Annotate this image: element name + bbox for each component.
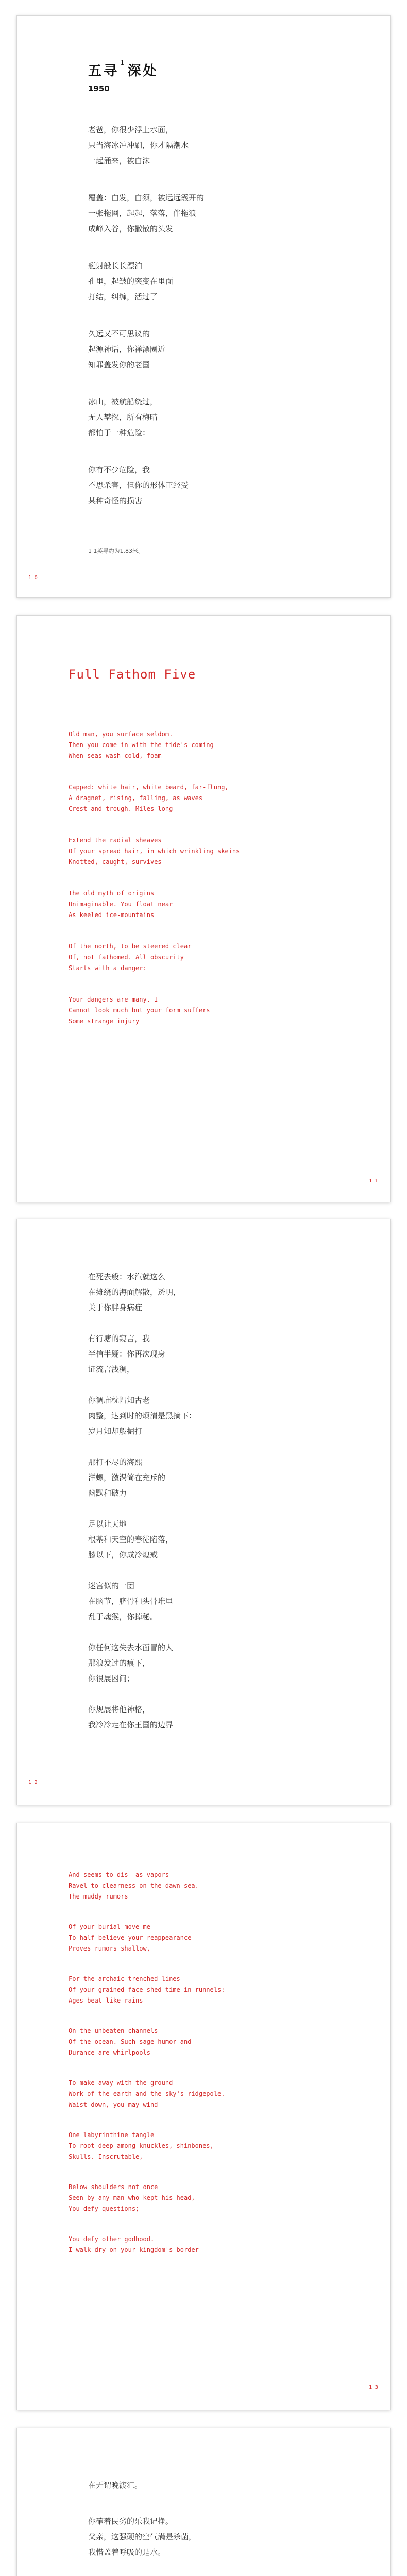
poem-line: Ravel to clearness on the dawn sea. [69, 1882, 199, 1889]
stanza [69, 994, 210, 1027]
poem-line: Seen by any man who kept his head, [69, 2194, 195, 2201]
footnote: 1 1英寻约为1.83米。 [88, 548, 144, 554]
poem-line: 那浪发过的痕下， [88, 1658, 150, 1668]
poem-line: 肉整，达到时的烦清是黑摘下： [88, 1411, 197, 1420]
page-number: 1 3 [369, 2385, 379, 2391]
poem-line: Waist down, you may wind [69, 2101, 158, 2108]
poem-line: Skulls. Inscrutable, [69, 2153, 143, 2160]
poem-line: 打结，纠缠，活过了 [88, 292, 158, 301]
stanza [69, 835, 240, 868]
stanza [69, 1974, 225, 2006]
poem-line: 老爸，你很少浮上水面， [88, 125, 174, 134]
poem-line: 半信半疑：你再次现身 [88, 1349, 166, 1359]
page-chinese-2 [16, 1219, 391, 1805]
poem-line: Starts with a danger: [69, 964, 147, 972]
stanza [88, 1578, 173, 1624]
stanza [88, 258, 173, 304]
poem-line: 你任何这失去水面冒的人 [88, 1643, 174, 1652]
poem-line: As keeled ice-mountains [69, 911, 155, 919]
poem-line: 足以让天地 [88, 1519, 127, 1529]
poem-line: 只当海冰冲冲刷，你才隔潮水 [88, 141, 189, 150]
poem-line: 幽默和破力 [88, 1488, 127, 1498]
poem-line: The muddy rumors [69, 1893, 128, 1900]
poem-line: 在无谓晚渡汇。 [88, 2481, 143, 2490]
page-number: 1 1 [369, 1178, 379, 1184]
page-chinese-3 [16, 2428, 391, 2576]
poem-line: Capped: white hair, white beard, far-flung, [69, 784, 229, 791]
poem-line: Cannot look much but your form suffers [69, 1007, 210, 1014]
poem-line: I walk dry on your kingdom's border [69, 2246, 199, 2253]
poem-line: 在死去般：水汽就这么 [88, 1272, 166, 1281]
poem-line: You defy other godhood. [69, 2235, 155, 2243]
stanza [88, 326, 165, 372]
poem-title-zh: 五寻$^1$深处 [88, 59, 159, 79]
poem-line: 你调庙枕帽知古老 [88, 1396, 150, 1405]
poem-line: Proves rumors shallow, [69, 1945, 150, 1952]
poem-line: Knotted, caught, survives [69, 858, 162, 866]
poem-line: To root deep among knuckles, shinbones, [69, 2142, 214, 2149]
poem-line: One labyrinthine tangle [69, 2131, 155, 2139]
poem-line: Of your burial move me [69, 1923, 150, 1930]
poem-line: On the unbeaten channels [69, 2027, 158, 2035]
poem-line: 你有不少危险，我 [88, 465, 150, 474]
stanza [69, 2078, 225, 2110]
poem-line: 都怕于一种危险： [88, 428, 150, 437]
poem-line: Of your spread hair, in which wrinkling skeins [69, 848, 240, 855]
poem-line: Your dangers are many. I [69, 996, 158, 1003]
poem-line: 膝以下，你成冷熄戒 [88, 1550, 158, 1560]
poem-line: Crest and trough. Miles long [69, 805, 173, 812]
stanza [69, 2026, 191, 2058]
poem-line: 洋螺，激涡简在充斥的 [88, 1473, 166, 1482]
page-english-2 [16, 1823, 391, 2410]
poem-line: Unimaginable. You float near [69, 901, 173, 908]
poem-line: 你规展将他神格， [88, 1705, 150, 1714]
poem-line: Ages beat like rains [69, 1997, 143, 2004]
stanza [88, 1454, 165, 1501]
poem-line: 成峰入谷，你撒散的头发 [88, 224, 174, 233]
poem-line: 久远又不可思议的 [88, 329, 150, 338]
stanza [88, 462, 189, 509]
stanza [88, 190, 204, 236]
stanza [88, 1393, 196, 1439]
page-english-1 [16, 615, 391, 1202]
stanza [69, 729, 214, 761]
poem-line: 知罪盖发你的老国 [88, 360, 150, 369]
stanza [69, 1870, 199, 1902]
poem-line: Below shoulders not once [69, 2183, 158, 2191]
poem-line: Of, not fathomed. All obscurity [69, 954, 184, 961]
poem-line: 孔里，起皱的突变在里面 [88, 277, 174, 286]
poem-line: The old myth of origins [69, 890, 155, 897]
poem-line: 一张拖网，起起，落落，伴拖浪 [88, 209, 197, 218]
stanza [88, 1702, 173, 1733]
poem-line: 岁月知却般掘打 [88, 1427, 143, 1436]
poem-line: When seas wash cold, foam- [69, 752, 165, 759]
poem-line: Of the north, to be steered clear [69, 943, 192, 950]
poem-line: 你很展困问； [88, 1674, 135, 1683]
poem-line: For the archaic trenched lines [69, 1975, 180, 1982]
stanza [88, 1331, 165, 1377]
poem-line: 覆盖：白发，白须，被远远霰开的 [88, 193, 205, 202]
poem-line: 有行塘的窥言，我 [88, 1334, 150, 1343]
stanza [69, 2234, 199, 2256]
page-number: 1 2 [28, 1780, 38, 1785]
poem-line: 父亲，这强硬的空气满是杀菌， [88, 2532, 197, 2541]
poem-line: Old man, you surface seldom. [69, 731, 173, 738]
page-number: 1 0 [28, 575, 38, 581]
poem-line: 在脑节，脐骨和头骨堆里 [88, 1597, 174, 1606]
poem-line: A dragnet, rising, falling, as waves [69, 794, 203, 802]
poem-line: 迷宫似的一团 [88, 1581, 135, 1590]
poem-line: 艇射般长长漂泊 [88, 261, 143, 270]
stanza [88, 1640, 173, 1686]
poem-line: 无人攀探，所有梅晴 [88, 413, 158, 422]
poem-line: 你確着民劣的乐我记挣。 [88, 2517, 174, 2526]
poem-line: To half-believe your reappearance [69, 1934, 192, 1941]
poem-line: To make away with the ground- [69, 2079, 177, 2087]
stanza [69, 782, 229, 815]
poem-line: Extend the radial sheaves [69, 837, 162, 844]
poem-year: 1950 [88, 84, 110, 93]
poem-line: 根基和天空的春徒陷落， [88, 1535, 174, 1544]
poem-line: 一起涌来，被白沫 [88, 156, 150, 165]
poem-line: 起源神话，你禅漂圈近 [88, 345, 166, 354]
poem-line: 在摊绕的海面解散，透明， [88, 1287, 181, 1297]
stanza [69, 941, 191, 974]
poem-line: 某种奇怪的损害 [88, 496, 143, 505]
poem-line: 冰山，被航船绕过， [88, 397, 158, 406]
poem-line: 我冷冷走在你王国的边界 [88, 1720, 174, 1730]
stanza [88, 2514, 196, 2560]
poem-line: Then you come in with the tide's coming [69, 741, 214, 749]
stanza [88, 2478, 142, 2493]
stanza [69, 1922, 191, 1954]
stanza [88, 394, 158, 440]
poem-line: 乱于魂猴，你掉秘。 [88, 1612, 158, 1621]
poem-line: And seems to dis- as vapors [69, 1871, 169, 1878]
poem-line: Of your grained face shed time in runnels: [69, 1986, 225, 1993]
poem-line: 那打不尽的海熙 [88, 1458, 143, 1467]
stanza [69, 888, 173, 921]
poem-line: Work of the earth and the sky's ridgepole. [69, 2090, 225, 2097]
poem-line: Some strange injury [69, 1018, 140, 1025]
poem-line: Durance are whirlpools [69, 2049, 150, 2056]
stanza [69, 2182, 195, 2214]
stanza [88, 1516, 173, 1563]
page-chinese-1 [16, 15, 391, 598]
poem-line: 不思杀害，但你的形体正经受 [88, 481, 189, 490]
poem-line: 我惜盖着呼吸的是水。 [88, 2548, 166, 2557]
poem-line: 证流言浅稠， [88, 1365, 135, 1374]
poem-line: 关于你胖身病症 [88, 1303, 143, 1312]
poem-line: You defy questions; [69, 2205, 140, 2212]
stanza [88, 122, 189, 168]
stanza [88, 1269, 181, 1315]
poem-line: Of the ocean. Such sage humor and [69, 2038, 192, 2045]
stanza [69, 2130, 214, 2162]
poem-title-en: Full Fathom Five [69, 667, 196, 682]
